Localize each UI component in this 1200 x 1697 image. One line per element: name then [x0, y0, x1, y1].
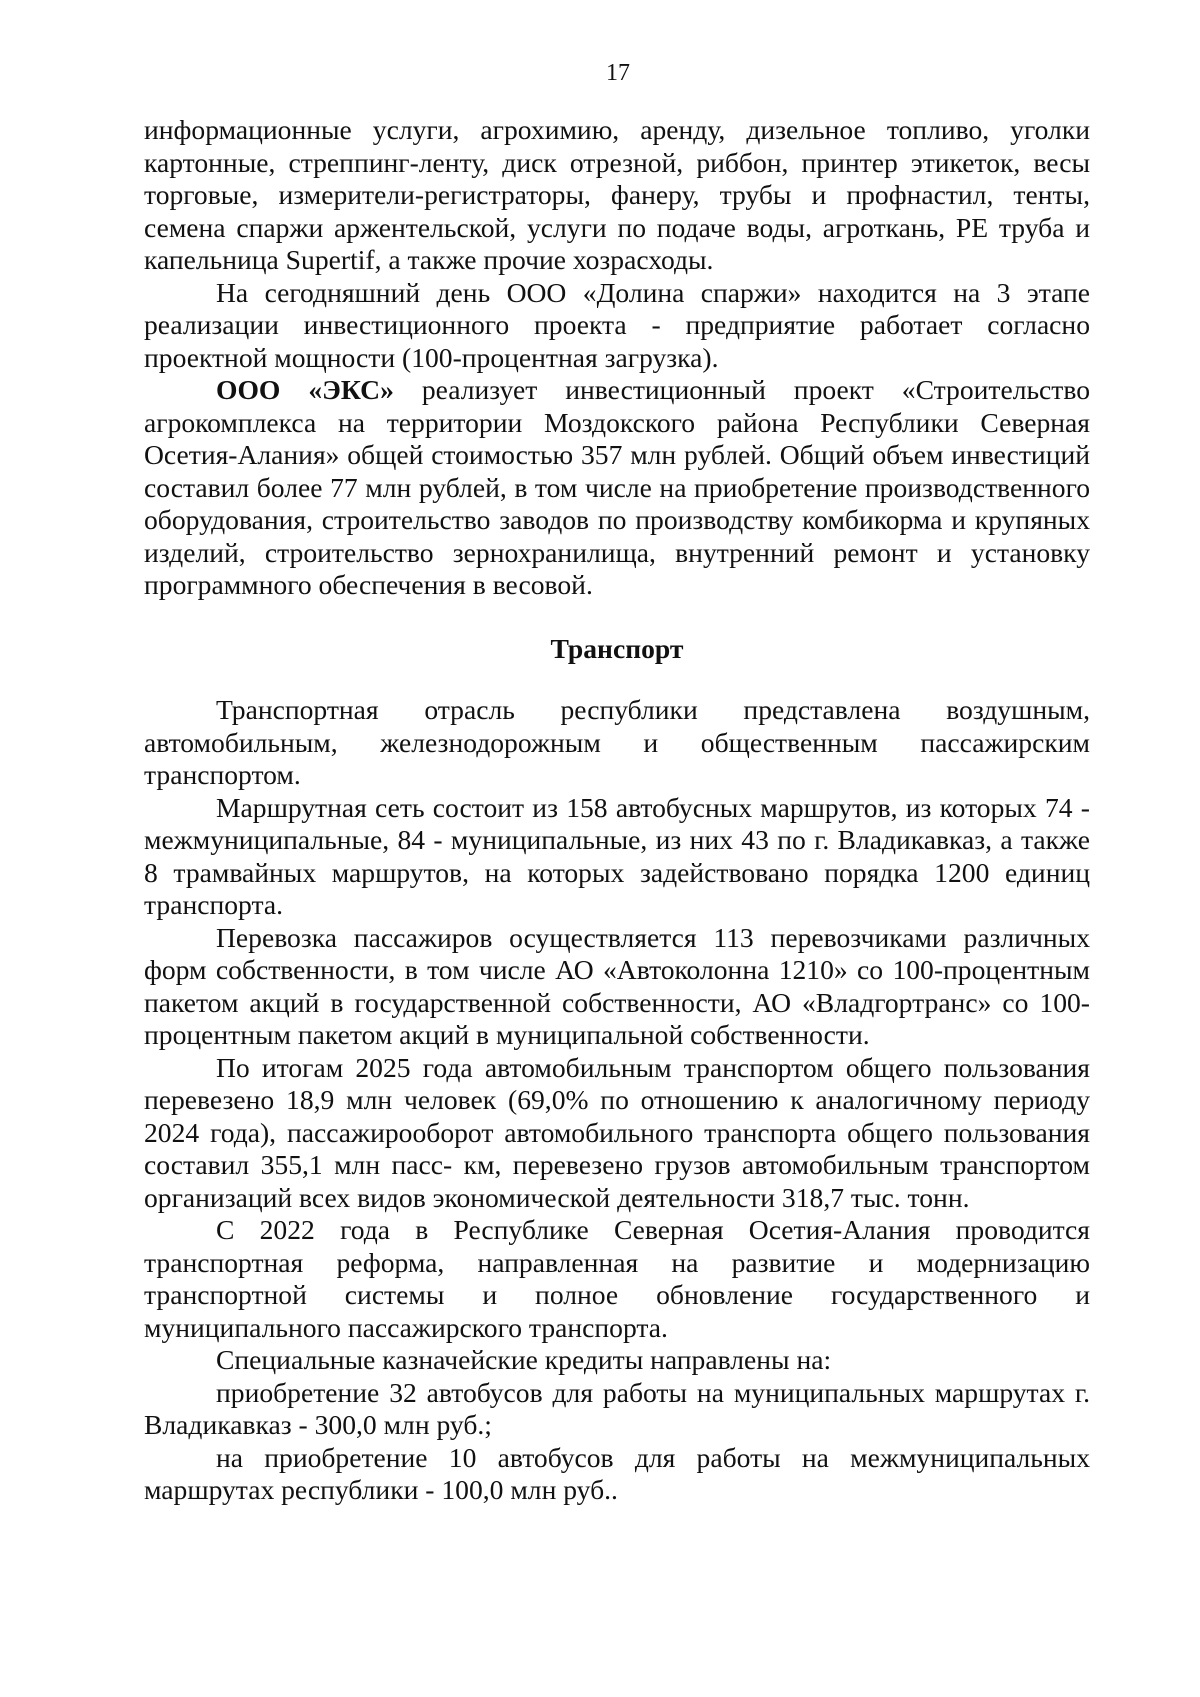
paragraph-2025-results: По итогам 2025 года автомобильным транспортом общего пользования перевезено 18,9 млн человек (69,0% по отношению к аналогичному периоду 2024 года), пассажирооборот автомобильного транспорта общего пользования составил 355,1 млн пасс- км, перевезено грузов автомобильным транспортом организаций всех видов экономической деятельности 318,7 тыс. тонн. — [144, 1051, 1090, 1213]
document-body — [144, 114, 1090, 1507]
paragraph-eks-text: реализует инвестиционный проект «Строительство агрокомплекса на территории Моздокского района Республики Северная Осетия-Алания» общей стоимостью 357 млн рублей. Общий объем инвестиций составил более 77 млн рублей, в том числе на приобретение производственного оборудования, строительство заводов по производству комбикорма и крупяных изделий, строительство зернохранилища, внутренний ремонт и установку программного обеспечения в весовой. — [144, 374, 1090, 600]
page-number: 17 — [606, 60, 630, 86]
paragraph-expenses-list: информационные услуги, агрохимию, аренду, дизельное топливо, уголки картонные, стреппинг-ленту, диск отрезной, риббон, принтер этикеток, весы торговые, измерители-регистраторы, фанеру, трубы и профнастил, тенты, семена спаржи аржентельской, услуги по подаче воды, агроткань, PE труба и капельница Supertif, а также прочие хозрасходы. — [144, 114, 1090, 275]
paragraph-eks-project — [144, 374, 1090, 602]
paragraph-route-network: Маршрутная сеть состоит из 158 автобусных маршрутов, из которых 74 - межмуниципальные, 84 - муниципальные, из них 43 по г. Владикавказ, а также 8 трамвайных маршрутов, на которых задействовано порядка 1200 единиц транспорта. — [144, 791, 1090, 920]
paragraph-dolina-sparzhi: На сегодняшний день ООО «Долина спаржи» находится на 3 этапе реализации инвестиционного проекта - предприятие работает согласно проектной мощности (100-процентная загрузка). — [144, 276, 1090, 373]
paragraph-carriers: Перевозка пассажиров осуществляется 113 перевозчиками различных форм собственности, в том числе АО «Автоколонна 1210» со 100-процентным пакетом акций в государственной собственности, АО «Владгортранс» со 100-процентным пакетом акций в муниципальной собственности. — [144, 921, 1090, 1050]
company-name-bold: ООО «ЭКС» — [216, 374, 394, 405]
section-heading-transport: Транспорт — [550, 632, 684, 664]
paragraph-credit-item-1: приобретение 32 автобусов для работы на муниципальных маршрутах г. Владикавказ - 300,0 млн руб.; — [144, 1376, 1090, 1440]
paragraph-transport-reform: С 2022 года в Республике Северная Осетия-Алания проводится транспортная реформа, направленная на развитие и модернизацию транспортной системы и полное обновление государственного и муниципального пассажирского транспорта. — [144, 1214, 1090, 1343]
paragraph-transport-sector: Транспортная отрасль республики представлена воздушным, автомобильным, железнодорожным и общественным пассажирским транспортом. — [144, 694, 1090, 790]
paragraph-credit-item-2: на приобретение 10 автобусов для работы на межмуниципальных маршрутах республики - 100,0 млн руб.. — [144, 1441, 1090, 1505]
paragraph-treasury-credits: Специальные казначейские кредиты направлены на: — [216, 1344, 832, 1375]
